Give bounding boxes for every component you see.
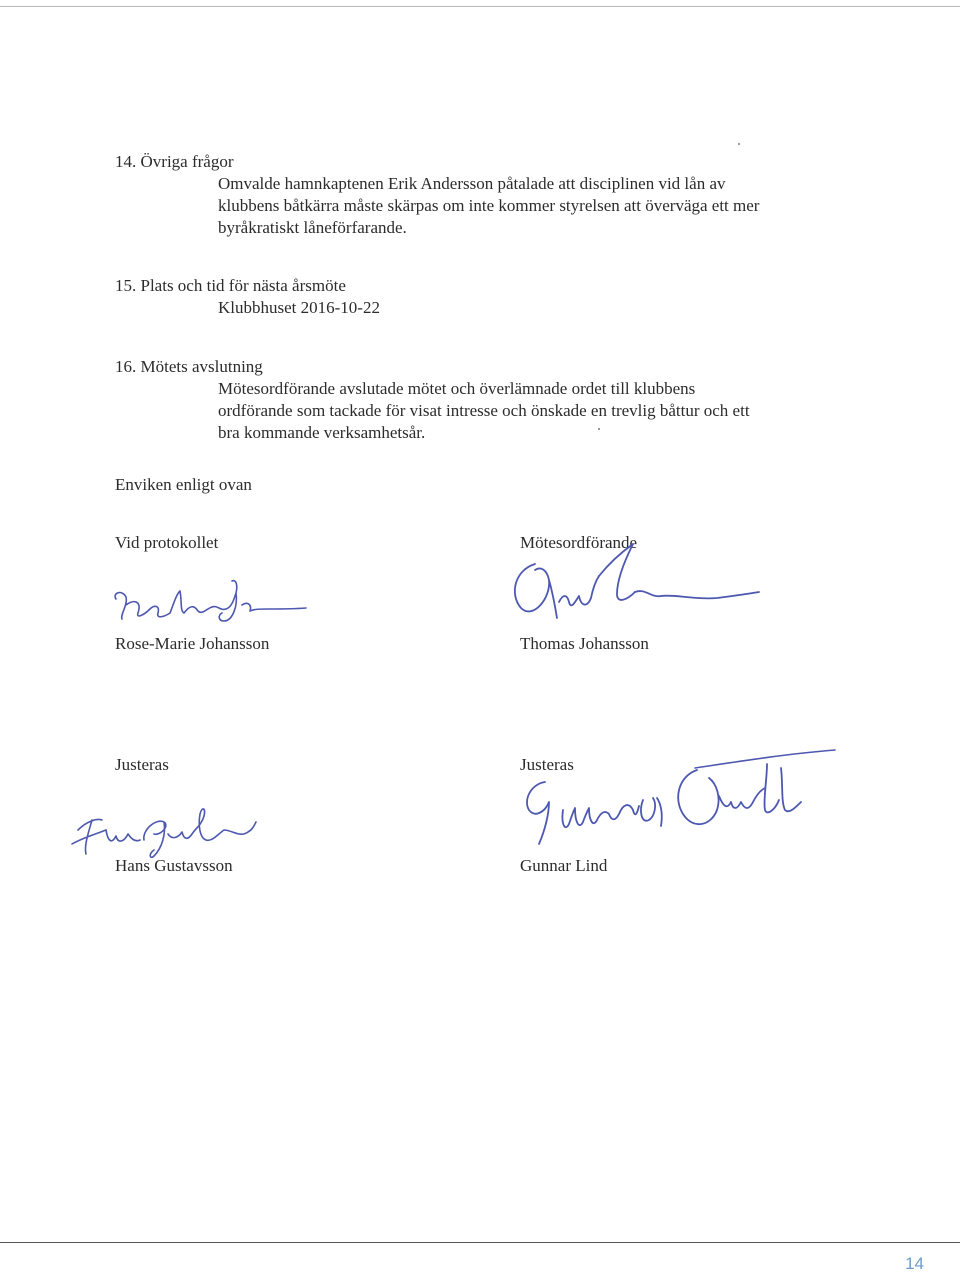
section-16-heading: 16. Mötets avslutning: [115, 357, 263, 376]
secretary-signature: [108, 575, 318, 637]
adjuster-2-role: Justeras: [520, 755, 574, 774]
adjuster-1-name: Hans Gustavsson: [115, 856, 233, 875]
section-16-line-1: Mötesordförande avslutade mötet och överlämnade ordet till klubbens: [218, 379, 696, 398]
top-rule: [0, 6, 960, 7]
scan-speck: [738, 143, 740, 145]
section-15-line: Klubbhuset 2016-10-22: [218, 298, 380, 317]
section-14-line-2: klubbens båtkärra måste skärpas om inte kommer styrelsen att överväga ett mer: [218, 196, 760, 215]
adjuster-2-signature: [505, 740, 840, 852]
footer-rule: [0, 1242, 960, 1243]
adjuster-1-role: Justeras: [115, 755, 169, 774]
secretary-role: Vid protokollet: [115, 533, 219, 552]
section-16-line-2: ordförande som tackade för visat intresse och önskade en trevlig båttur och ett: [218, 401, 750, 420]
scan-speck: [598, 428, 600, 430]
chair-name: Thomas Johansson: [520, 634, 649, 653]
section-14-line-3: byråkratiskt låneförfarande.: [218, 218, 407, 237]
adjuster-2-name: Gunnar Lind: [520, 856, 608, 875]
section-16-line-3: bra kommande verksamhetsår.: [218, 423, 426, 442]
section-14-line-1: Omvalde hamnkaptenen Erik Andersson påtalade att disciplinen vid lån av: [218, 174, 726, 193]
page-number: 14: [905, 1254, 924, 1273]
section-14-heading: 14. Övriga frågor: [115, 152, 234, 171]
chair-signature: [505, 536, 765, 632]
chair-role: Mötesordförande: [520, 533, 638, 552]
secretary-name: Rose-Marie Johansson: [115, 634, 270, 653]
closing-line: Enviken enligt ovan: [115, 475, 252, 494]
section-15-heading: 15. Plats och tid för nästa årsmöte: [115, 276, 346, 295]
